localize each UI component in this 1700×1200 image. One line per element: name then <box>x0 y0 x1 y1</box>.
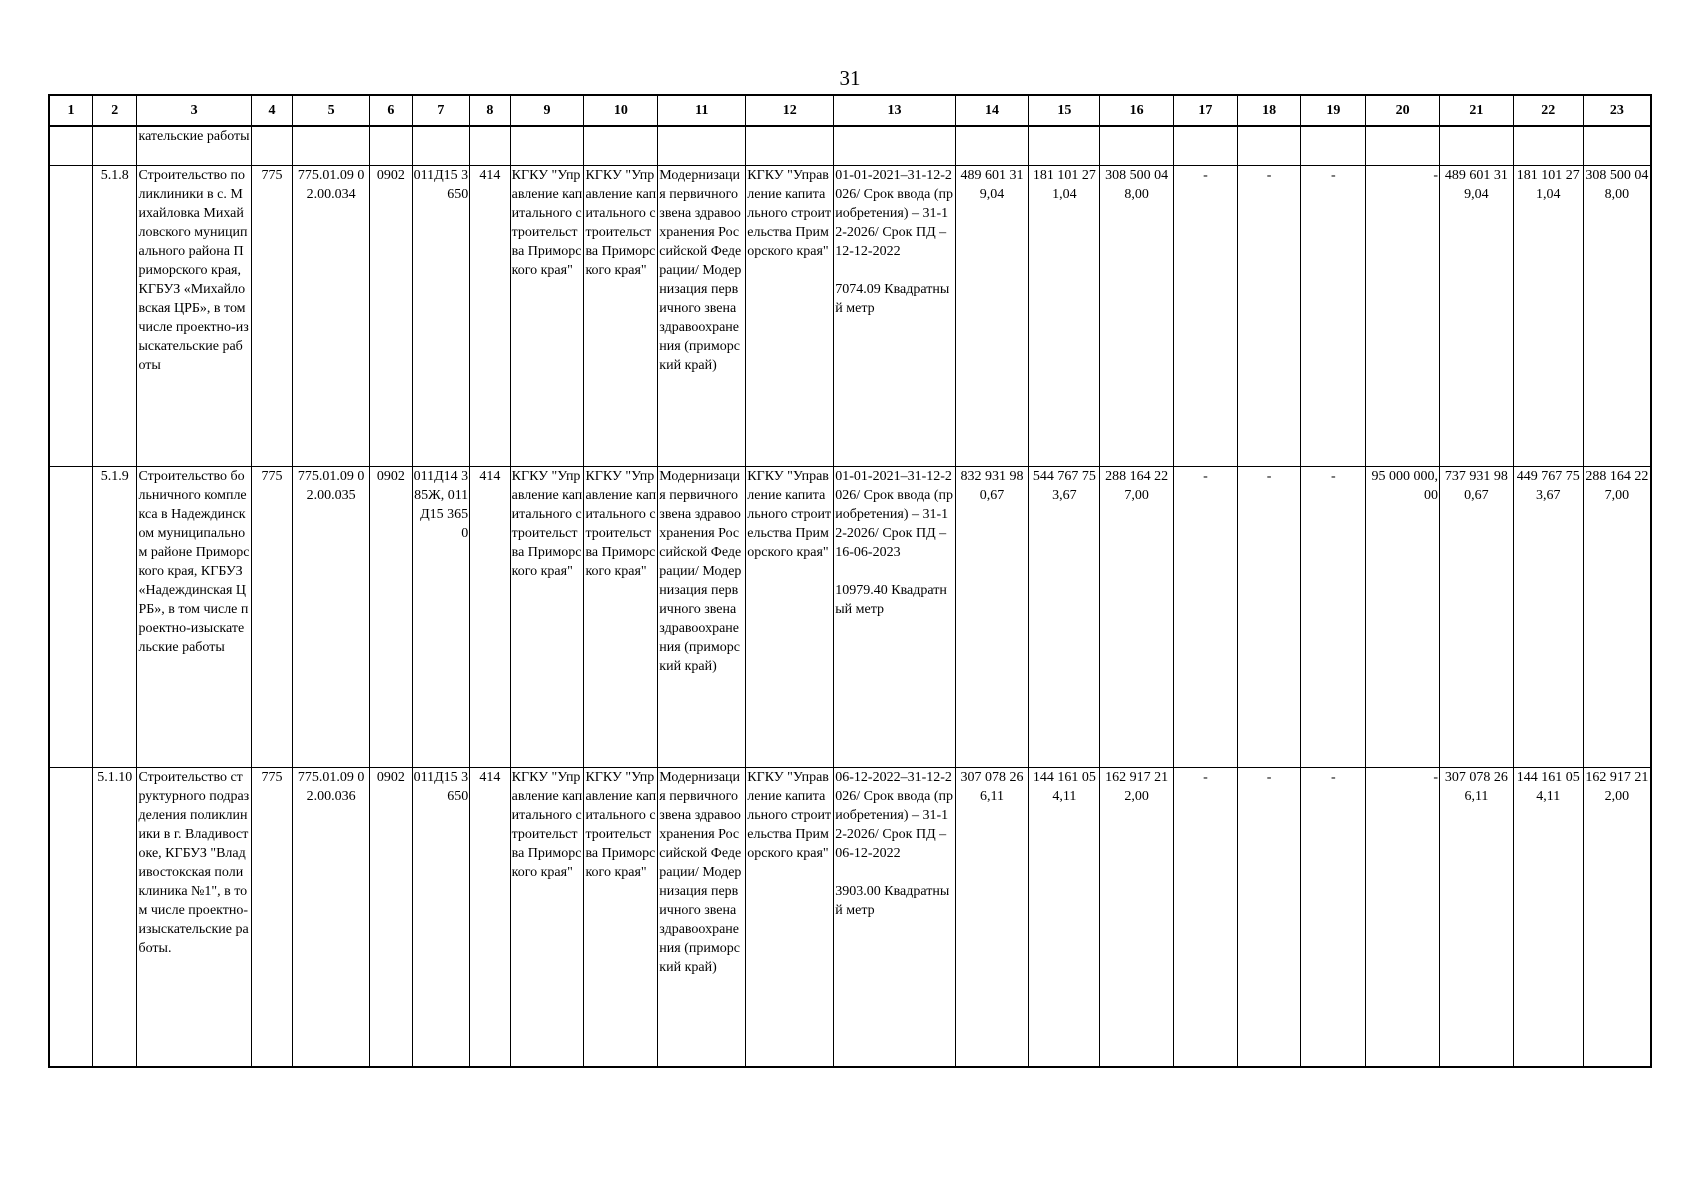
table-cell: КГКУ "Управление капитального строительства Приморского края" <box>584 768 658 1068</box>
table-cell: КГКУ "Управление капитального строительства Приморского края" <box>510 166 584 467</box>
table-cell: - <box>1174 467 1238 768</box>
table-cell: Модернизация первичного звена здравоохранения Российской Федерации/ Модернизация первичного звена здравоохранения (приморский край) <box>658 166 746 467</box>
table-cell: 144 161 054,11 <box>1029 768 1100 1068</box>
table-cell: - <box>1237 768 1301 1068</box>
object-name-cell: Строительство больничного комплекса в Надеждинском муниципальном районе Приморского края, КГБУЗ «Надеждинская ЦРБ», в том числе проектно-изыскательские работы <box>137 467 251 768</box>
table-cell <box>1513 126 1583 166</box>
table-cell: 06-12-2022–31-12-2026/ Срок ввода (приобретения) – 31-12-2026/ Срок ПД – 06-12-2022 3903.00 Квадратный метр <box>834 768 955 1068</box>
table-cell: 162 917 212,00 <box>1100 768 1174 1068</box>
column-header: 5 <box>293 95 370 126</box>
table-cell: 162 917 212,00 <box>1583 768 1651 1068</box>
table-cell <box>293 126 370 166</box>
table-cell: 307 078 266,11 <box>1440 768 1514 1068</box>
table-cell: 414 <box>470 768 510 1068</box>
table-cell: 307 078 266,11 <box>955 768 1029 1068</box>
column-header: 17 <box>1174 95 1238 126</box>
table-cell <box>470 126 510 166</box>
table-cell: КГКУ "Управление капитального строительства Приморского края" <box>746 768 834 1068</box>
table-cell: - <box>1366 166 1440 467</box>
table-cell: 832 931 980,67 <box>955 467 1029 768</box>
table-cell <box>1583 126 1651 166</box>
column-header: 9 <box>510 95 584 126</box>
table-cell <box>370 126 412 166</box>
object-name-cell: кательские работы <box>137 126 251 166</box>
table-cell: 489 601 319,04 <box>955 166 1029 467</box>
continuation-row <box>49 126 1651 166</box>
column-header: 13 <box>834 95 955 126</box>
column-header: 18 <box>1237 95 1301 126</box>
table-cell: 181 101 271,04 <box>1513 166 1583 467</box>
object-name-cell: Строительство поликлиники в с. Михайловка Михайловского муниципального района Приморского края, КГБУЗ «Михайловская ЦРБ», в том числе проектно-изыскательские работы <box>137 166 251 467</box>
table-row <box>49 467 1651 768</box>
table-cell <box>92 126 137 166</box>
table-cell: 775.01.09 02.00.036 <box>293 768 370 1068</box>
table-cell <box>746 126 834 166</box>
table-cell <box>1174 126 1238 166</box>
table-cell: 775.01.09 02.00.034 <box>293 166 370 467</box>
table-cell: 288 164 227,00 <box>1100 467 1174 768</box>
table-cell: - <box>1237 467 1301 768</box>
column-header: 4 <box>251 95 292 126</box>
table-cell: КГКУ "Управление капитального строительства Приморского края" <box>510 467 584 768</box>
column-header: 7 <box>412 95 470 126</box>
table-cell: 01-01-2021–31-12-2026/ Срок ввода (приобретения) – 31-12-2026/ Срок ПД – 16-06-2023 10979.40 Квадратный метр <box>834 467 955 768</box>
table-cell: 775 <box>251 166 292 467</box>
table-cell: 144 161 054,11 <box>1513 768 1583 1068</box>
table-cell <box>1440 126 1514 166</box>
table-cell <box>1366 126 1440 166</box>
table-cell: 011Д14 385Ж, 011Д15 3650 <box>412 467 470 768</box>
table-cell <box>658 126 746 166</box>
table-cell: - <box>1301 166 1366 467</box>
column-header: 16 <box>1100 95 1174 126</box>
table-cell: КГКУ "Управление капитального строительства Приморского края" <box>584 166 658 467</box>
table-cell: КГКУ "Управление капитального строительства Приморского края" <box>746 467 834 768</box>
table-cell: 308 500 048,00 <box>1583 166 1651 467</box>
table-cell: - <box>1174 768 1238 1068</box>
column-header: 3 <box>137 95 251 126</box>
item-number-cell: 5.1.8 <box>92 166 137 467</box>
table-cell: 181 101 271,04 <box>1029 166 1100 467</box>
table-row <box>49 166 1651 467</box>
table-cell: 288 164 227,00 <box>1583 467 1651 768</box>
table-cell: - <box>1301 467 1366 768</box>
table-cell <box>251 126 292 166</box>
table-cell <box>1301 126 1366 166</box>
table-cell: 544 767 753,67 <box>1029 467 1100 768</box>
table-cell <box>584 126 658 166</box>
table-cell <box>49 768 92 1068</box>
table-cell: 011Д15 3650 <box>412 768 470 1068</box>
column-header: 1 <box>49 95 92 126</box>
column-header: 11 <box>658 95 746 126</box>
budget-table <box>48 94 1652 1068</box>
table-cell: 775 <box>251 467 292 768</box>
table-cell: - <box>1301 768 1366 1068</box>
column-header: 23 <box>1583 95 1651 126</box>
table-cell <box>412 126 470 166</box>
column-header: 12 <box>746 95 834 126</box>
column-header: 2 <box>92 95 137 126</box>
table-cell: 414 <box>470 467 510 768</box>
table-cell <box>955 126 1029 166</box>
table-cell <box>834 126 955 166</box>
column-header: 10 <box>584 95 658 126</box>
table-cell: 01-01-2021–31-12-2026/ Срок ввода (приобретения) – 31-12-2026/ Срок ПД – 12-12-2022 7074.09 Квадратный метр <box>834 166 955 467</box>
table-cell: 414 <box>470 166 510 467</box>
column-header: 21 <box>1440 95 1514 126</box>
table-cell: 308 500 048,00 <box>1100 166 1174 467</box>
table-cell <box>49 126 92 166</box>
table-cell: 0902 <box>370 467 412 768</box>
column-number-row <box>49 95 1651 126</box>
column-header: 19 <box>1301 95 1366 126</box>
table-cell: КГКУ "Управление капитального строительства Приморского края" <box>746 166 834 467</box>
table-cell <box>1100 126 1174 166</box>
table-cell <box>1237 126 1301 166</box>
item-number-cell: 5.1.9 <box>92 467 137 768</box>
table-cell: Модернизация первичного звена здравоохранения Российской Федерации/ Модернизация первичного звена здравоохранения (приморский край) <box>658 467 746 768</box>
table-cell: КГКУ "Управление капитального строительства Приморского края" <box>510 768 584 1068</box>
table-cell: 011Д15 3650 <box>412 166 470 467</box>
table-row <box>49 768 1651 1068</box>
column-header: 15 <box>1029 95 1100 126</box>
object-name-cell: Строительство структурного подразделения поликлиники в г. Владивостоке, КГБУЗ "Владивостокская поликлиника №1", в том числе проектно-изыскательские работы. <box>137 768 251 1068</box>
table-cell: 775.01.09 02.00.035 <box>293 467 370 768</box>
table-cell <box>510 126 584 166</box>
table-cell: - <box>1174 166 1238 467</box>
column-header: 14 <box>955 95 1029 126</box>
table-cell <box>1029 126 1100 166</box>
column-header: 8 <box>470 95 510 126</box>
item-number-cell: 5.1.10 <box>92 768 137 1068</box>
table-cell: КГКУ "Управление капитального строительства Приморского края" <box>584 467 658 768</box>
table-cell: 775 <box>251 768 292 1068</box>
table-cell: Модернизация первичного звена здравоохранения Российской Федерации/ Модернизация первичного звена здравоохранения (приморский край) <box>658 768 746 1068</box>
column-header: 22 <box>1513 95 1583 126</box>
table-cell <box>49 467 92 768</box>
table-cell: 0902 <box>370 166 412 467</box>
table-cell: - <box>1366 768 1440 1068</box>
column-header: 20 <box>1366 95 1440 126</box>
page-number: 31 <box>839 66 861 90</box>
table-cell: - <box>1237 166 1301 467</box>
table-cell: 0902 <box>370 768 412 1068</box>
table-cell: 95 000 000,00 <box>1366 467 1440 768</box>
column-header: 6 <box>370 95 412 126</box>
table-cell <box>49 166 92 467</box>
table-cell: 449 767 753,67 <box>1513 467 1583 768</box>
table-cell: 489 601 319,04 <box>1440 166 1514 467</box>
table-cell: 737 931 980,67 <box>1440 467 1514 768</box>
